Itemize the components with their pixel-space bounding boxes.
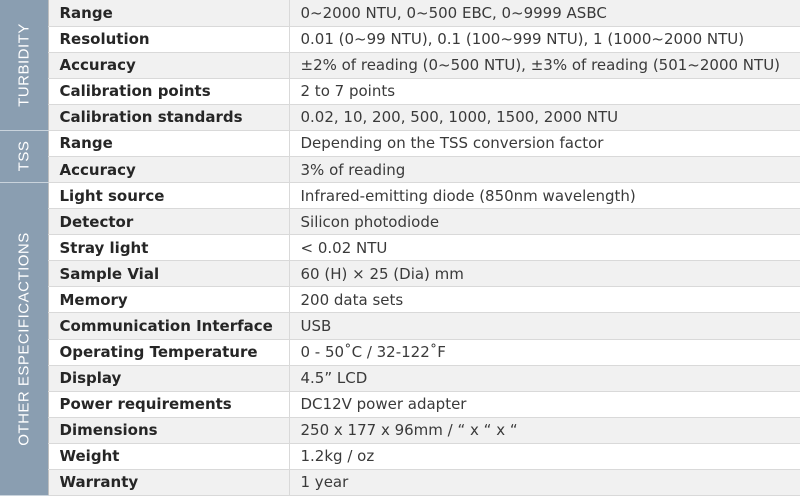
section-turbidity xyxy=(0,0,48,130)
table-row xyxy=(0,104,800,130)
section-label: TSS xyxy=(15,141,33,172)
spec-label: Communication Interface xyxy=(48,313,289,339)
table-row xyxy=(0,261,800,287)
spec-value: Infrared-emitting diode (850nm wavelength) xyxy=(289,183,800,209)
spec-label: Display xyxy=(48,365,289,391)
table-row xyxy=(0,365,800,391)
table-row xyxy=(0,156,800,182)
table-row xyxy=(0,443,800,469)
spec-value: < 0.02 NTU xyxy=(289,235,800,261)
spec-label: Accuracy xyxy=(48,156,289,182)
section-tss xyxy=(0,130,48,182)
spec-value: 1 year xyxy=(289,469,800,495)
spec-label: Weight xyxy=(48,443,289,469)
spec-value: 0.01 (0~99 NTU), 0.1 (100~999 NTU), 1 (1000~2000 NTU) xyxy=(289,26,800,52)
table-row xyxy=(0,209,800,235)
table-row xyxy=(0,235,800,261)
spec-value: 200 data sets xyxy=(289,287,800,313)
table-row xyxy=(0,0,800,26)
spec-label: Resolution xyxy=(48,26,289,52)
table-row xyxy=(0,469,800,495)
spec-value: 4.5” LCD xyxy=(289,365,800,391)
spec-value: 0~2000 NTU, 0~500 EBC, 0~9999 ASBC xyxy=(289,0,800,26)
spec-label: Detector xyxy=(48,209,289,235)
table-row xyxy=(0,287,800,313)
spec-value: 0 - 50˚C / 32-122˚F xyxy=(289,339,800,365)
spec-value: 1.2kg / oz xyxy=(289,443,800,469)
spec-value: 250 x 177 x 96mm / “ x “ x “ xyxy=(289,417,800,443)
spec-value: 60 (H) × 25 (Dia) mm xyxy=(289,261,800,287)
spec-value: Depending on the TSS conversion factor xyxy=(289,130,800,156)
table-row xyxy=(0,130,800,156)
spec-label: Memory xyxy=(48,287,289,313)
spec-label: Light source xyxy=(48,183,289,209)
spec-value: ±2% of reading (0~500 NTU), ±3% of reading (501~2000 NTU) xyxy=(289,52,800,78)
spec-value: 0.02, 10, 200, 500, 1000, 1500, 2000 NTU xyxy=(289,104,800,130)
spec-label: Accuracy xyxy=(48,52,289,78)
table-row xyxy=(0,183,800,209)
table-row xyxy=(0,52,800,78)
table-row xyxy=(0,313,800,339)
spec-label: Power requirements xyxy=(48,391,289,417)
spec-label: Sample Vial xyxy=(48,261,289,287)
table-row xyxy=(0,417,800,443)
section-label: OTHER ESPECIFICACTIONS xyxy=(15,232,33,446)
table-row xyxy=(0,339,800,365)
table-row xyxy=(0,391,800,417)
spec-value: DC12V power adapter xyxy=(289,391,800,417)
spec-label: Warranty xyxy=(48,469,289,495)
section-label: TURBIDITY xyxy=(15,23,33,107)
spec-label: Calibration standards xyxy=(48,104,289,130)
spec-label: Operating Temperature xyxy=(48,339,289,365)
section-other xyxy=(0,183,48,496)
spec-label: Range xyxy=(48,130,289,156)
spec-value: Silicon photodiode xyxy=(289,209,800,235)
table-row xyxy=(0,78,800,104)
table-row xyxy=(0,26,800,52)
spec-label: Calibration points xyxy=(48,78,289,104)
spec-label: Dimensions xyxy=(48,417,289,443)
spec-label: Stray light xyxy=(48,235,289,261)
spec-label: Range xyxy=(48,0,289,26)
spec-value: USB xyxy=(289,313,800,339)
spec-value: 3% of reading xyxy=(289,156,800,182)
spec-value: 2 to 7 points xyxy=(289,78,800,104)
